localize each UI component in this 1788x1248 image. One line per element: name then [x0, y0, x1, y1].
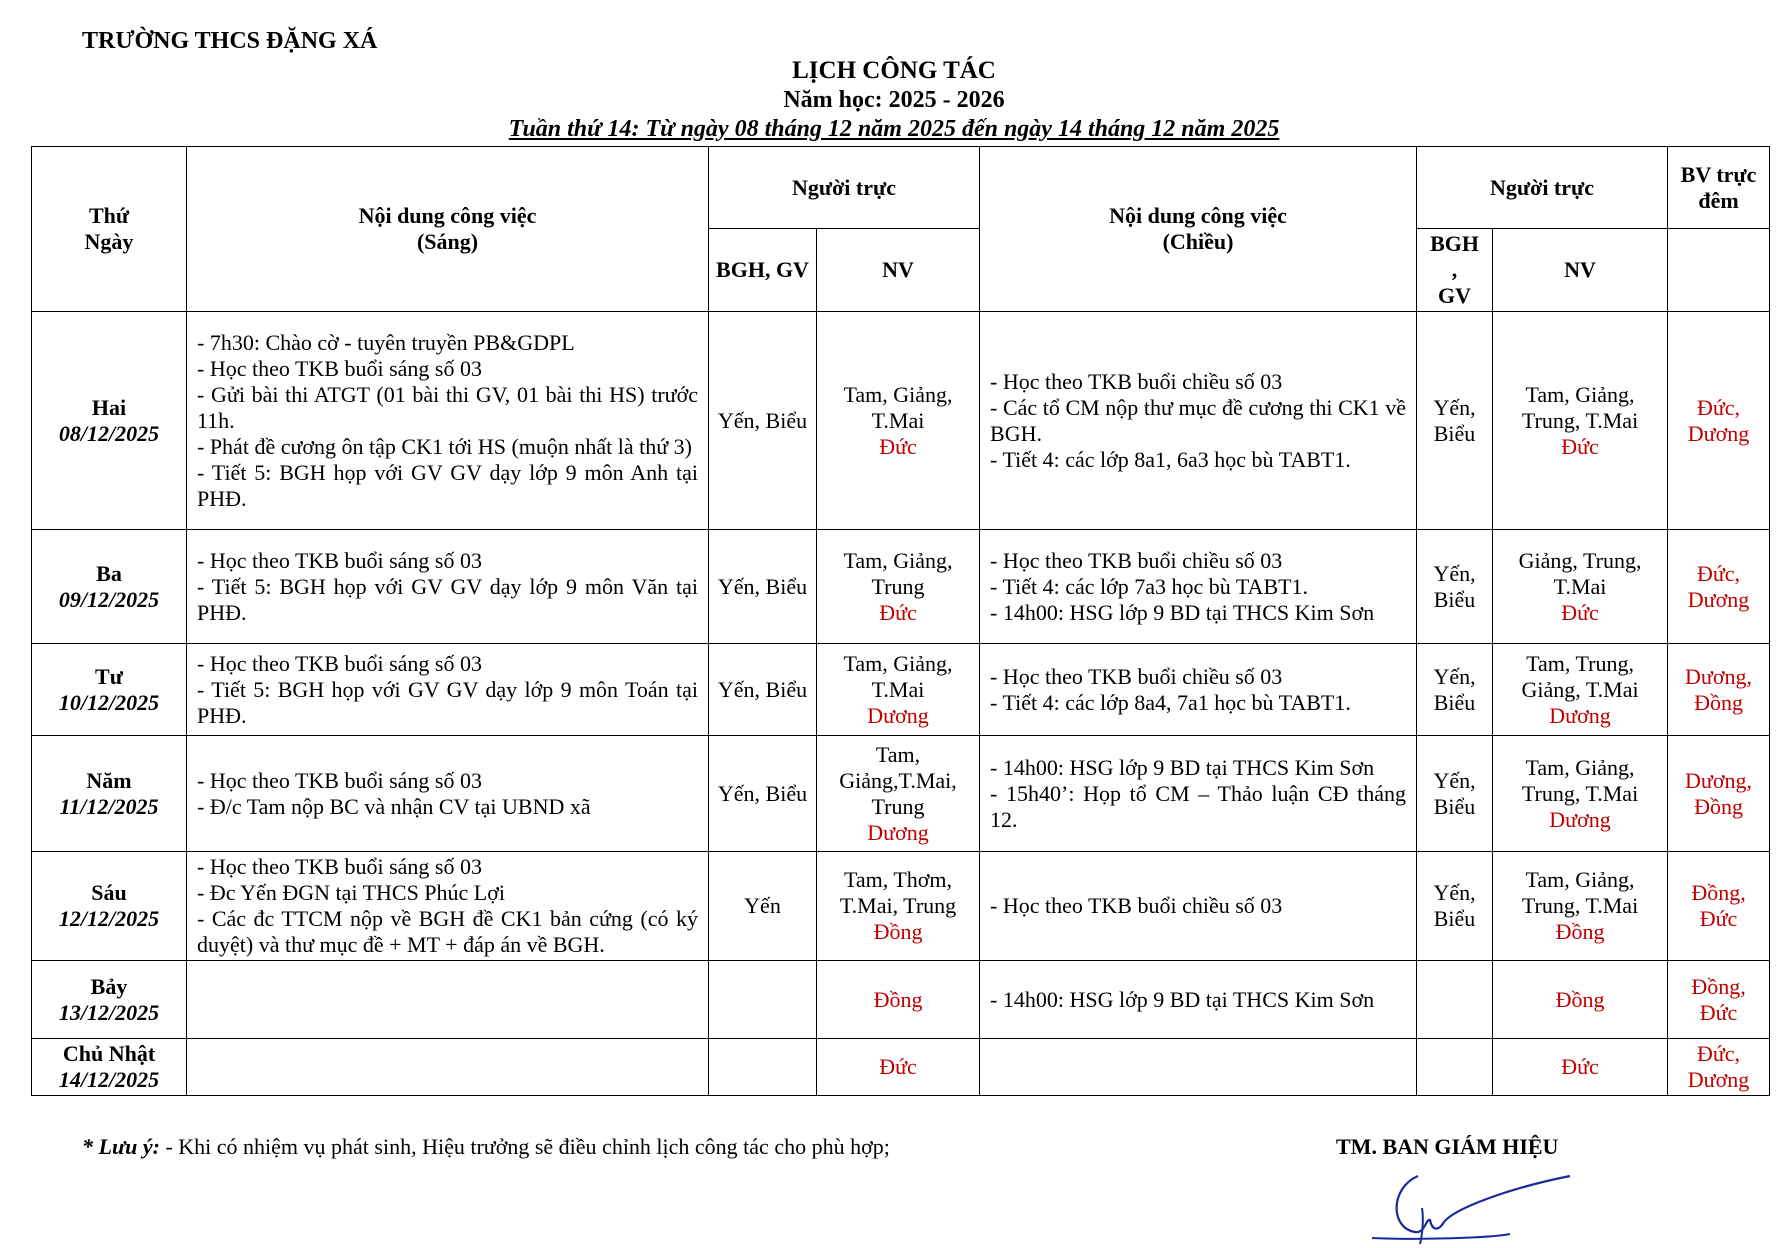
morning-nv: Tam, Giảng, T.Mai	[843, 650, 953, 702]
weekday: Hai	[91, 394, 127, 420]
morning-nv: Tam, Giảng, T.Mai	[843, 381, 953, 433]
footnote-text: - Khi có nhiệm vụ phát sinh, Hiệu trưởng sẽ điều chỉnh lịch công tác cho phù hợp;	[159, 1134, 890, 1159]
morning-bgh-cell	[709, 852, 817, 961]
afternoon-nv-cell	[1493, 736, 1668, 852]
signature-image	[1360, 1168, 1580, 1248]
morning-nv-cell	[817, 1039, 980, 1096]
schedule-table	[31, 146, 1770, 1096]
morning-task: - Tiết 5: BGH họp với GV GV dạy lớp 9 môn Toán tại PHĐ.	[197, 676, 698, 728]
afternoon-task: - Tiết 4: các lớp 8a4, 7a1 học bù TABT1.	[990, 689, 1351, 715]
morning-task: - Học theo TKB buổi sáng số 03	[197, 854, 482, 879]
morning-nv: Tam, Giảng, Trung	[843, 547, 953, 599]
afternoon-nv-cell	[1493, 312, 1668, 530]
afternoon-task: - Học theo TKB buổi chiều số 03	[990, 547, 1283, 573]
afternoon-bgh-cell	[1417, 530, 1493, 644]
afternoon-bgh: Yến, Biểu	[1433, 394, 1476, 446]
night-guard-cell	[1668, 961, 1770, 1039]
schedule-row	[32, 961, 1770, 1039]
schedule-row	[32, 530, 1770, 644]
morning-task: - Đc Yến ĐGN tại THCS Phúc Lợi	[197, 880, 505, 905]
morning-bgh: Yến, Biểu	[717, 407, 808, 433]
morning-nv-highlight: Đồng	[873, 919, 923, 944]
morning-task: - Tiết 5: BGH họp với GV GV dạy lớp 9 môn Anh tại PHĐ.	[197, 459, 698, 511]
title-block	[0, 56, 1788, 144]
morning-nv-highlight: Đồng	[873, 986, 923, 1012]
footnote-label: * Lưu ý:	[82, 1134, 160, 1159]
afternoon-task: - Tiết 4: các lớp 8a1, 6a3 học bù TABT1.	[990, 446, 1351, 472]
date: 10/12/2025	[58, 689, 160, 715]
morning-work-cell	[187, 852, 709, 961]
afternoon-nv: Tam, Giảng, Trung, T.Mai	[1521, 381, 1639, 433]
morning-bgh-cell	[709, 644, 817, 736]
header-nv: NV	[817, 229, 980, 312]
header-bgh-gv-afternoon: BGH , GV	[1417, 229, 1493, 312]
morning-work-cell	[187, 961, 709, 1039]
date: 13/12/2025	[58, 999, 160, 1025]
afternoon-nv: Tam, Giảng, Trung, T.Mai	[1521, 754, 1639, 806]
afternoon-task: - 14h00: HSG lớp 9 BD tại THCS Kim Sơn	[990, 986, 1375, 1012]
afternoon-work-cell	[980, 644, 1417, 736]
day-cell	[32, 530, 187, 644]
morning-work-cell	[187, 1039, 709, 1096]
morning-nv-cell	[817, 312, 980, 530]
morning-work-cell	[187, 530, 709, 644]
header-day: Thứ Ngày	[32, 147, 187, 312]
morning-nv-cell	[817, 644, 980, 736]
afternoon-work-cell	[980, 736, 1417, 852]
morning-bgh: Yến, Biểu	[717, 780, 808, 806]
night-guard: Đức, Dương	[1687, 1041, 1750, 1092]
day-cell	[32, 961, 187, 1039]
schedule-row	[32, 312, 1770, 530]
afternoon-task: - Học theo TKB buổi chiều số 03	[990, 368, 1283, 394]
afternoon-bgh: Yến, Biểu	[1433, 767, 1476, 819]
night-guard-cell	[1668, 644, 1770, 736]
afternoon-nv-highlight: Đức	[1561, 433, 1599, 459]
night-guard: Đức, Dương	[1687, 394, 1750, 446]
morning-task: - Học theo TKB buổi sáng số 03	[197, 547, 482, 573]
week-range: Tuần thứ 14: Từ ngày 08 tháng 12 năm 2025 đến ngày 14 tháng 12 năm 2025	[508, 116, 1280, 142]
afternoon-task: - Các tổ CM nộp thư mục đề cương thi CK1 về BGH.	[990, 394, 1407, 446]
morning-task: - Học theo TKB buổi sáng số 03	[197, 355, 482, 381]
afternoon-task: - Học theo TKB buổi chiều số 03	[990, 893, 1283, 918]
morning-work-cell	[187, 644, 709, 736]
morning-nv-cell	[817, 736, 980, 852]
morning-bgh-cell	[709, 961, 817, 1039]
day-cell	[32, 852, 187, 961]
night-guard: Dương, Đồng	[1685, 767, 1752, 819]
header-morning: Nội dung công việc (Sáng)	[187, 147, 709, 312]
weekday: Bảy	[90, 973, 128, 999]
afternoon-nv-cell	[1493, 961, 1668, 1039]
morning-nv-highlight: Đức	[879, 433, 917, 459]
afternoon-nv-highlight: Đồng	[1555, 986, 1605, 1012]
afternoon-nv: Giảng, Trung, T.Mai	[1518, 547, 1642, 599]
morning-bgh: Yến, Biểu	[717, 573, 808, 599]
weekday: Ba	[96, 560, 122, 586]
footnote	[82, 1134, 890, 1160]
afternoon-bgh-cell	[1417, 961, 1493, 1039]
afternoon-task: - 15h40’: Họp tổ CM – Thảo luận CĐ tháng 12.	[990, 780, 1407, 832]
afternoon-bgh: Yến, Biểu	[1433, 663, 1476, 715]
afternoon-task: - 14h00: HSG lớp 9 BD tại THCS Kim Sơn	[990, 754, 1375, 780]
schedule-title: LỊCH CÔNG TÁC	[792, 57, 996, 84]
morning-bgh-cell	[709, 736, 817, 852]
night-guard: Đồng, Đức	[1691, 973, 1746, 1025]
afternoon-work-cell	[980, 961, 1417, 1039]
header-afternoon: Nội dung công việc (Chiều)	[980, 147, 1417, 312]
header-nv-afternoon: NV	[1493, 229, 1668, 312]
weekday: Tư	[95, 663, 123, 689]
morning-nv-highlight: Dương	[867, 702, 929, 728]
afternoon-bgh: Yến, Biểu	[1433, 880, 1476, 931]
night-guard-cell	[1668, 1039, 1770, 1096]
afternoon-nv-highlight: Dương	[1549, 702, 1611, 728]
afternoon-work-cell	[980, 530, 1417, 644]
date: 12/12/2025	[58, 906, 160, 931]
morning-task: - Phát đề cương ôn tập CK1 tới HS (muộn nhất là thứ 3)	[197, 433, 692, 459]
afternoon-nv-cell	[1493, 1039, 1668, 1096]
afternoon-work-cell	[980, 1039, 1417, 1096]
morning-bgh-cell	[709, 312, 817, 530]
morning-nv: Tam, Giảng,T.Mai, Trung	[839, 741, 957, 819]
night-guard-cell	[1668, 530, 1770, 644]
morning-work-cell	[187, 312, 709, 530]
morning-bgh-cell	[709, 530, 817, 644]
morning-task: - Các đc TTCM nộp về BGH đề CK1 bản cứng (có ký duyệt) và thư mục đề + MT + đáp án về BGH.	[197, 906, 698, 957]
header-duty-afternoon: Người trực	[1417, 147, 1668, 229]
schedule-row	[32, 852, 1770, 961]
morning-bgh: Yến	[744, 893, 781, 918]
afternoon-bgh-cell	[1417, 312, 1493, 530]
night-guard-cell	[1668, 852, 1770, 961]
afternoon-nv-highlight: Đồng	[1555, 919, 1605, 944]
morning-nv: Tam, Thơm, T.Mai, Trung	[839, 867, 957, 918]
night-guard: Dương, Đồng	[1685, 663, 1752, 715]
afternoon-nv-highlight: Dương	[1549, 806, 1611, 832]
morning-task: - Đ/c Tam nộp BC và nhận CV tại UBND xã	[197, 793, 591, 819]
header-night-guard: BV trực đêm	[1668, 147, 1770, 229]
night-guard-cell	[1668, 312, 1770, 530]
morning-task: - Gửi bài thi ATGT (01 bài thi GV, 01 bài thi HS) trước 11h.	[197, 381, 698, 433]
afternoon-nv-highlight: Đức	[1561, 1054, 1599, 1079]
weekday: Năm	[86, 767, 132, 793]
afternoon-nv-cell	[1493, 852, 1668, 961]
afternoon-task: - Học theo TKB buổi chiều số 03	[990, 663, 1283, 689]
school-year: Năm học: 2025 - 2026	[783, 87, 1005, 113]
afternoon-work-cell	[980, 852, 1417, 961]
night-guard-cell	[1668, 736, 1770, 852]
morning-task: - Học theo TKB buổi sáng số 03	[197, 650, 482, 676]
schedule-row	[32, 736, 1770, 852]
morning-task: - Tiết 5: BGH họp với GV GV dạy lớp 9 môn Văn tại PHĐ.	[197, 573, 698, 625]
afternoon-bgh-cell	[1417, 644, 1493, 736]
date: 08/12/2025	[58, 420, 160, 446]
afternoon-bgh-cell	[1417, 852, 1493, 961]
afternoon-work-cell	[980, 312, 1417, 530]
schedule-row	[32, 1039, 1770, 1096]
header-bgh-gv: BGH, GV	[709, 229, 817, 312]
afternoon-task: - 14h00: HSG lớp 9 BD tại THCS Kim Sơn	[990, 599, 1375, 625]
afternoon-bgh-cell	[1417, 1039, 1493, 1096]
afternoon-nv-highlight: Đức	[1561, 599, 1599, 625]
date: 11/12/2025	[59, 793, 159, 819]
morning-bgh: Yến, Biểu	[717, 676, 808, 702]
weekday: Sáu	[91, 880, 127, 905]
day-cell	[32, 644, 187, 736]
date: 09/12/2025	[58, 586, 160, 612]
night-guard: Đồng, Đức	[1691, 880, 1746, 931]
afternoon-nv: Tam, Giảng, Trung, T.Mai	[1521, 867, 1639, 918]
afternoon-bgh: Yến, Biểu	[1433, 560, 1476, 612]
afternoon-nv: Tam, Trung, Giảng, T.Mai	[1521, 650, 1639, 702]
morning-task: - 7h30: Chào cờ - tuyên truyền PB&GDPL	[197, 329, 575, 355]
day-cell	[32, 736, 187, 852]
weekday: Chủ Nhật	[62, 1041, 156, 1066]
school-name: TRƯỜNG THCS ĐẶNG XÁ	[82, 28, 378, 54]
afternoon-nv-cell	[1493, 644, 1668, 736]
afternoon-nv-cell	[1493, 530, 1668, 644]
morning-nv-highlight: Đức	[879, 599, 917, 625]
day-cell	[32, 312, 187, 530]
night-guard: Đức, Dương	[1687, 560, 1750, 612]
afternoon-bgh-cell	[1417, 736, 1493, 852]
morning-nv-cell	[817, 961, 980, 1039]
morning-nv-cell	[817, 852, 980, 961]
day-cell	[32, 1039, 187, 1096]
header-night-guard-empty	[1668, 229, 1770, 312]
morning-bgh-cell	[709, 1039, 817, 1096]
morning-nv-cell	[817, 530, 980, 644]
header-duty-morning: Người trực	[709, 147, 980, 229]
morning-work-cell	[187, 736, 709, 852]
afternoon-task: - Tiết 4: các lớp 7a3 học bù TABT1.	[990, 573, 1309, 599]
signature-title: TM. BAN GIÁM HIỆU	[1336, 1134, 1559, 1159]
schedule-row	[32, 644, 1770, 736]
date: 14/12/2025	[58, 1067, 160, 1092]
morning-task: - Học theo TKB buổi sáng số 03	[197, 767, 482, 793]
morning-nv-highlight: Đức	[879, 1054, 917, 1079]
morning-nv-highlight: Dương	[867, 819, 929, 845]
